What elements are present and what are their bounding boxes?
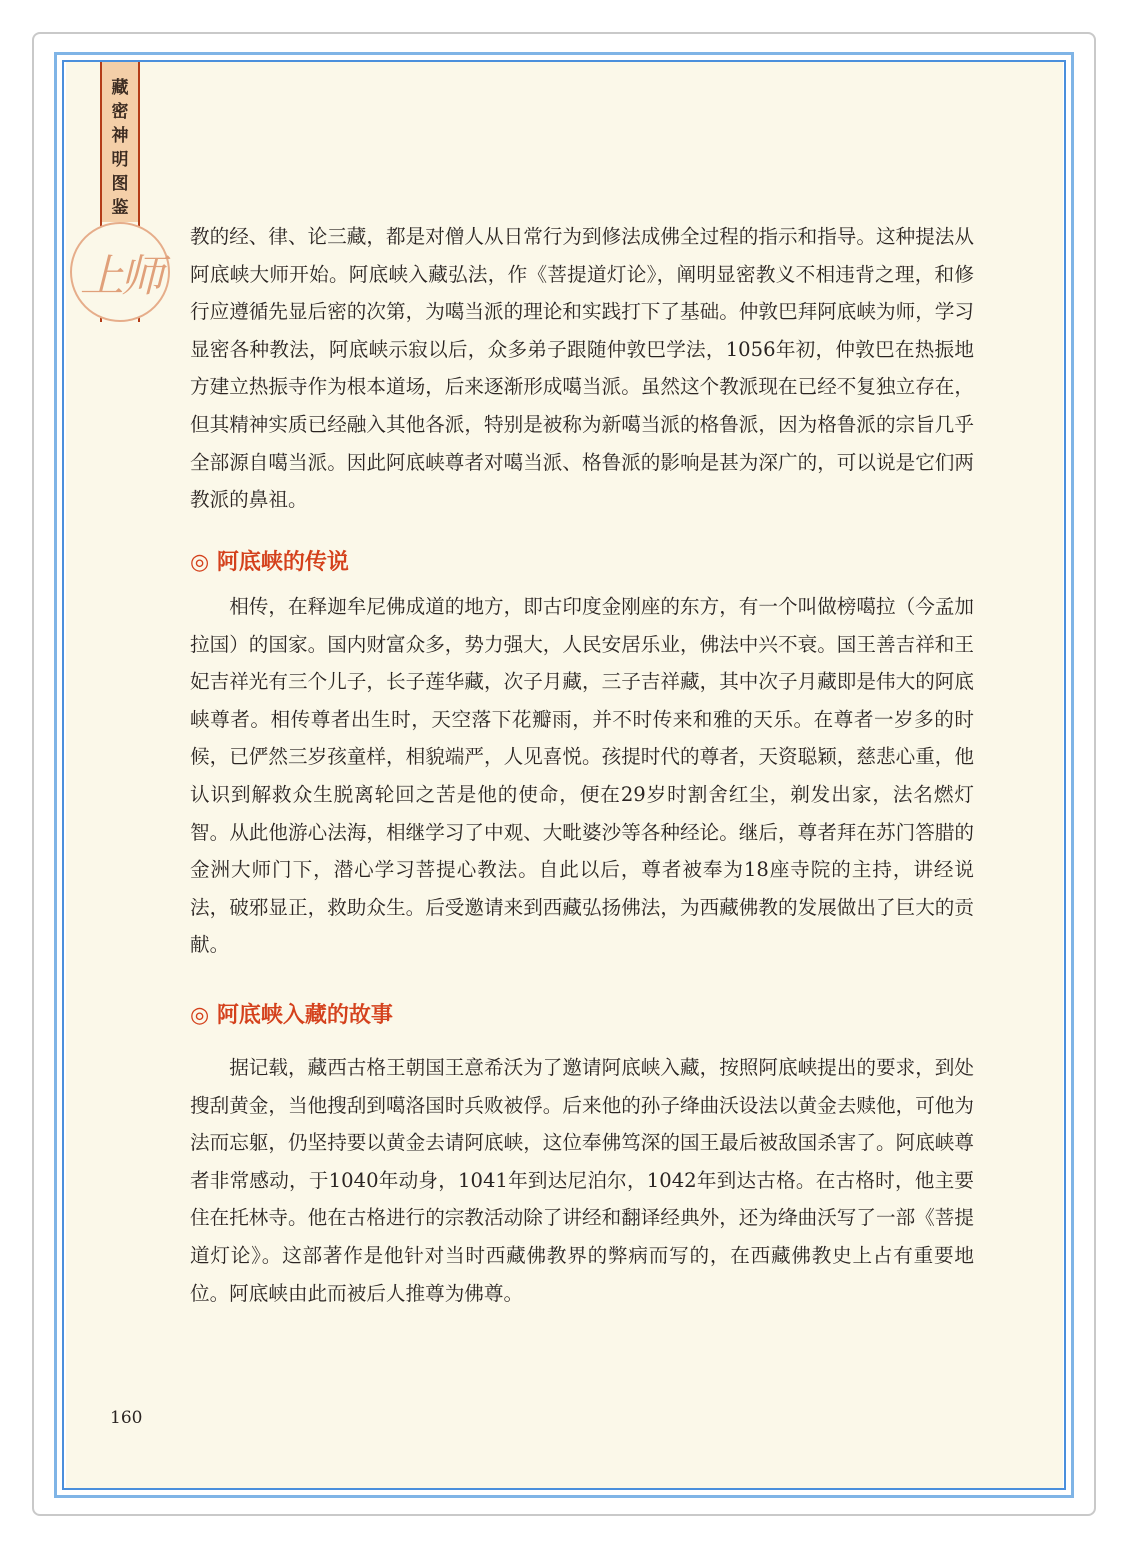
side-tab-char: 图 bbox=[111, 174, 129, 194]
side-tab-char: 藏 bbox=[111, 78, 129, 98]
section-heading: ◎ 阿底峡的传说 bbox=[190, 550, 349, 575]
paragraph: 据记载，藏西古格王朝国王意希沃为了邀请阿底峡入藏，按照阿底峡提出的要求，到处搜刮黄金，当他搜刮到噶洛国时兵败被俘。后来他的孙子绛曲沃设法以黄金去赎他，可他为法而忘躯，仍坚持要以黄金去请阿底峡，这位奉佛笃深的国王最后被敌国杀害了。阿底峡尊者非常感动，于1040年动身，1041年到达尼泊尔，1042年到达古格。在古格时，他主要住在托林寺。他在古格进行的宗教活动除了讲经和翻译经典外，还为绛曲沃写了一部《菩提道灯论》。这部著作是他针对当时西藏佛教界的弊病而写的，在西藏佛教史上占有重要地位。阿底峡由此而被后人推尊为佛尊。 bbox=[190, 1056, 974, 1305]
side-tab-char: 明 bbox=[111, 150, 129, 170]
page-number: 160 bbox=[110, 1408, 143, 1428]
seal-calligraphy: 上师 bbox=[80, 251, 160, 302]
section-heading: ◎ 阿底峡入藏的故事 bbox=[190, 1003, 393, 1028]
paragraph: 教的经、律、论三藏，都是对僧人从日常行为到修法成佛全过程的指示和指导。这种提法从阿底峡大师开始。阿底峡入藏弘法，作《菩提道灯论》，阐明显密教义不相违背之理，和修行应遵循先显后密的次第，为噶当派的理论和实践打下了基础。仲敦巴拜阿底峡为师，学习显密各种教法，阿底峡示寂以后，众多弟子跟随仲敦巴学法，1056年初，仲敦巴在热振地方建立热振寺作为根本道场，后来逐渐形成噶当派。虽然这个教派现在已经不复独立存在，但其精神实质已经融入其他各派，特别是被称为新噶当派的格鲁派，因为格鲁派的宗旨几乎全部源自噶当派。因此阿底峡尊者对噶当派、格鲁派的影响是甚为深广的，可以说是它们两教派的鼻祖。 bbox=[190, 225, 974, 512]
book-page bbox=[66, 62, 1063, 1488]
side-tab-char: 密 bbox=[111, 102, 129, 122]
chapter-seal bbox=[70, 222, 170, 322]
paragraph: 相传，在释迦牟尼佛成道的地方，即古印度金刚座的东方，有一个叫做榜噶拉（今孟加拉国）的国家。国内财富众多，势力强大，人民安居乐业，佛法中兴不衰。国王善吉祥和王妃吉祥光有三个儿子，长子莲华藏，次子月藏，三子吉祥藏，其中次子月藏即是伟大的阿底峡尊者。相传尊者出生时，天空落下花瓣雨，并不时传来和雅的天乐。在尊者一岁多的时候，已俨然三岁孩童样，相貌端严，人见喜悦。孩提时代的尊者，天资聪颖，慈悲心重，他认识到解救众生脱离轮回之苦是他的使命，便在29岁时割舍红尘，剃发出家，法名燃灯智。从此他游心法海，相继学习了中观、大毗婆沙等各种经论。继后，尊者拜在苏门答腊的金洲大师门下，潜心学习菩提心教法。自此以后，尊者被奉为18座寺院的主持，讲经说法，破邪显正，救助众生。后受邀请来到西藏弘扬佛法，为西藏佛教的发展做出了巨大的贡献。 bbox=[190, 595, 974, 957]
side-tab bbox=[100, 62, 140, 222]
side-tab-char: 鉴 bbox=[111, 198, 129, 218]
side-tab-char: 神 bbox=[111, 126, 129, 146]
